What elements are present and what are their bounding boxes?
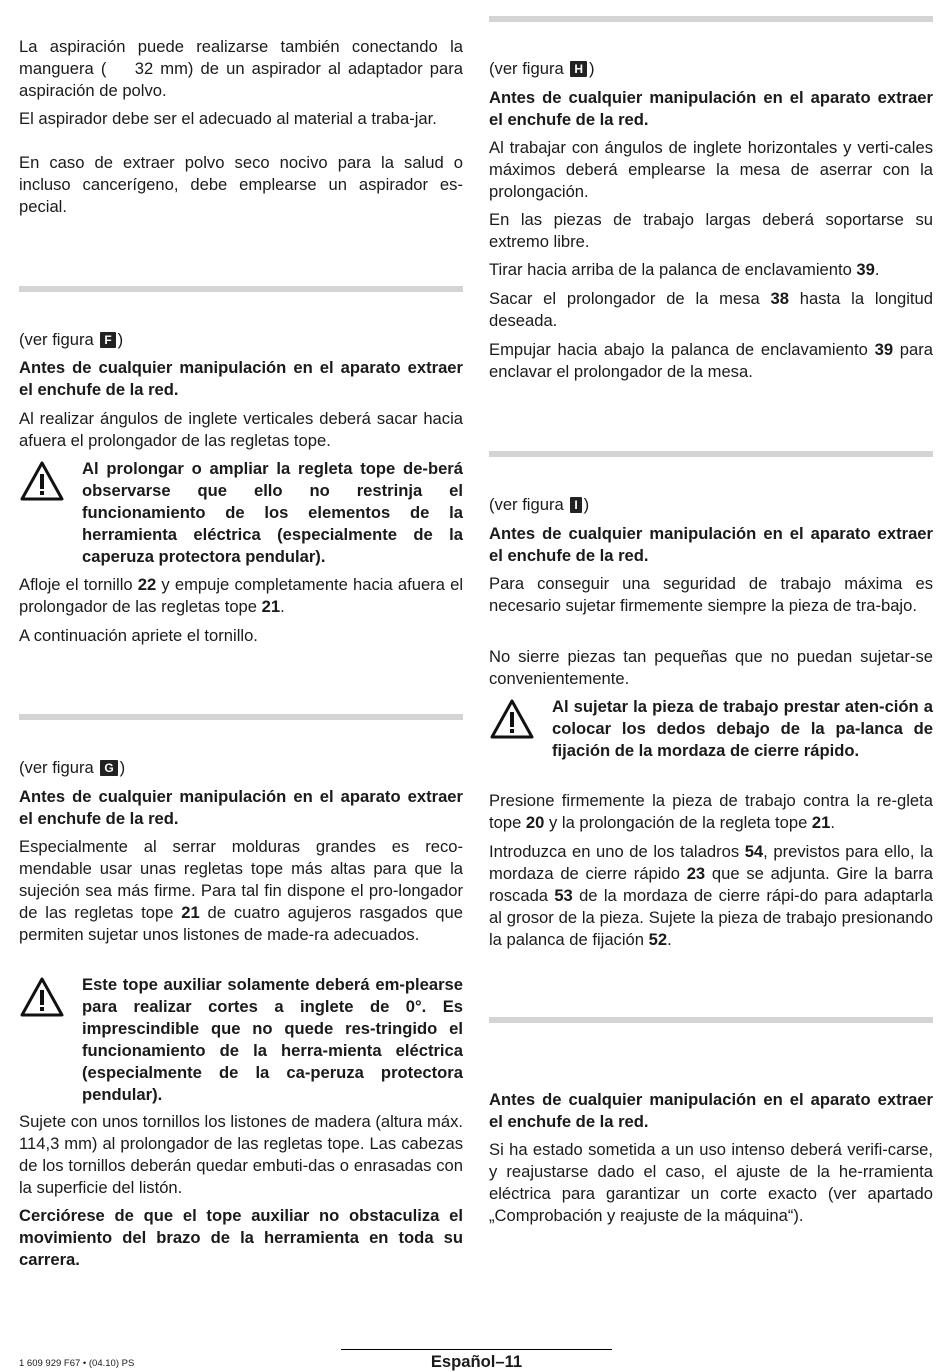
paragraph: No sierre piezas tan pequeñas que no puedan sujetar-se convenientemente. xyxy=(489,647,933,688)
section-divider xyxy=(19,286,463,292)
section-divider xyxy=(19,714,463,720)
paragraph: Al realizar ángulos de inglete verticales deberá sacar hacia afuera el prolongador de las regletas tope. xyxy=(19,409,463,450)
section-divider xyxy=(489,1017,933,1023)
paragraph: Cerciórese de que el tope auxiliar no obstaculiza el movimiento del brazo de la herramienta en toda su carrera. xyxy=(19,1206,463,1269)
paragraph: A continuación apriete el tornillo. xyxy=(19,626,258,645)
warning-triangle-icon xyxy=(19,460,65,502)
warning-triangle-icon xyxy=(19,976,65,1018)
document-code: 1 609 929 F67 • (04.10) PS xyxy=(19,1358,135,1369)
figure-badge: G xyxy=(100,760,117,776)
figure-badge: I xyxy=(570,497,581,513)
figure-reference: (ver figura H ) xyxy=(489,59,595,78)
paragraph: La aspiración puede realizarse también conectando la manguera ( 32 mm) de un aspirador al adaptador para aspiración de polvo. xyxy=(19,37,463,100)
figure-badge: F xyxy=(100,332,115,348)
unplug-notice: Antes de cualquier manipulación en el aparato extraer el enchufe de la red. xyxy=(19,787,463,828)
warning-triangle-icon xyxy=(489,698,535,740)
unplug-notice: Antes de cualquier manipulación en el aparato extraer el enchufe de la red. xyxy=(489,524,933,565)
warning-text: Este tope auxiliar solamente deberá em-plearse para realizar cortes a inglete de 0°. Es imprescindible que no quede res-tringido el funcionamiento de la herra-mienta eléctrica (especialmente de la ca-peruza protectora pendular). xyxy=(82,975,463,1104)
paragraph: Afloje el tornillo 22 y empuje completamente hacia afuera el prolongador de las regletas tope 21. xyxy=(19,575,463,616)
paragraph: Si ha estado sometida a un uso intenso deberá verifi-carse, y reajustarse dado el caso, el ajuste de la he-rramienta eléctrica para garantizar un corte exacto (ver apartado „Comprobación y reajuste de la máquina“). xyxy=(489,1140,933,1225)
paragraph: Especialmente al serrar molduras grandes es reco-mendable usar unas regletas tope más altas para que la sujeción sea más firme. Para tal fin dispone el pro-longador de las regletas tope 21 de cuatro agujeros rasgados que permiten sujetar unos listones de made-ra adecuados. xyxy=(19,837,463,944)
paragraph: En las piezas de trabajo largas deberá soportarse su extremo libre. xyxy=(489,210,933,251)
footer-rule xyxy=(341,1349,612,1350)
section-divider xyxy=(489,451,933,457)
paragraph: Presione firmemente la pieza de trabajo contra la re-gleta tope 20 y la prolongación de la regleta tope 21. xyxy=(489,791,933,832)
unplug-notice: Antes de cualquier manipulación en el aparato extraer el enchufe de la red. xyxy=(489,1090,933,1131)
paragraph: Sacar el prolongador de la mesa 38 hasta la longitud deseada. xyxy=(489,289,933,330)
page-number: Español–11 xyxy=(430,1352,523,1371)
figure-reference: (ver figura F ) xyxy=(19,330,124,349)
paragraph: Tirar hacia arriba de la palanca de enclavamiento 39. xyxy=(489,260,880,279)
warning-text: Al sujetar la pieza de trabajo prestar aten-ción a colocar los dedos debajo de la pa-lanca de fijación de la mordaza de cierre rápido. xyxy=(552,697,933,760)
paragraph: En caso de extraer polvo seco nocivo para la salud o incluso cancerígeno, debe emplearse un aspirador es-pecial. xyxy=(19,153,463,216)
figure-reference: (ver figura I ) xyxy=(489,495,590,514)
unplug-notice: Antes de cualquier manipulación en el aparato extraer el enchufe de la red. xyxy=(489,88,933,129)
unplug-notice: Antes de cualquier manipulación en el aparato extraer el enchufe de la red. xyxy=(19,358,463,399)
section-divider xyxy=(489,16,933,22)
paragraph: Empujar hacia abajo la palanca de enclavamiento 39 para enclavar el prolongador de la mesa. xyxy=(489,340,933,381)
paragraph: El aspirador debe ser el adecuado al material a traba-jar. xyxy=(19,109,437,128)
figure-badge: H xyxy=(570,61,587,77)
paragraph: Al trabajar con ángulos de inglete horizontales y verti-cales máximos deberá emplearse la mesa de aserrar con la prolongación. xyxy=(489,138,933,201)
paragraph: Introduzca en uno de los taladros 54, previstos para ello, la mordaza de cierre rápido 23 que se adjunta. Gire la barra roscada 53 de la mordaza de cierre rápi-do para adaptarla al grosor de la pieza. Sujete la pieza de trabajo presionando la palanca de fijación 52. xyxy=(489,842,933,949)
figure-reference: (ver figura G ) xyxy=(19,758,126,777)
paragraph: Para conseguir una seguridad de trabajo máxima es necesario sujetar firmemente siempre la pieza de tra-bajo. xyxy=(489,574,933,615)
warning-text: Al prolongar o ampliar la regleta tope de-berá observarse que ello no restrinja el funcionamiento de los elementos de la herramienta eléctrica (especialmente de la caperuza protectora pendular). xyxy=(82,459,463,566)
paragraph: Sujete con unos tornillos los listones de madera (altura máx. 114,3 mm) al prolongador de las regletas tope. Las cabezas de los tornillos deberán quedar embuti-das o enrasadas con la superficie del listón. xyxy=(19,1112,463,1197)
